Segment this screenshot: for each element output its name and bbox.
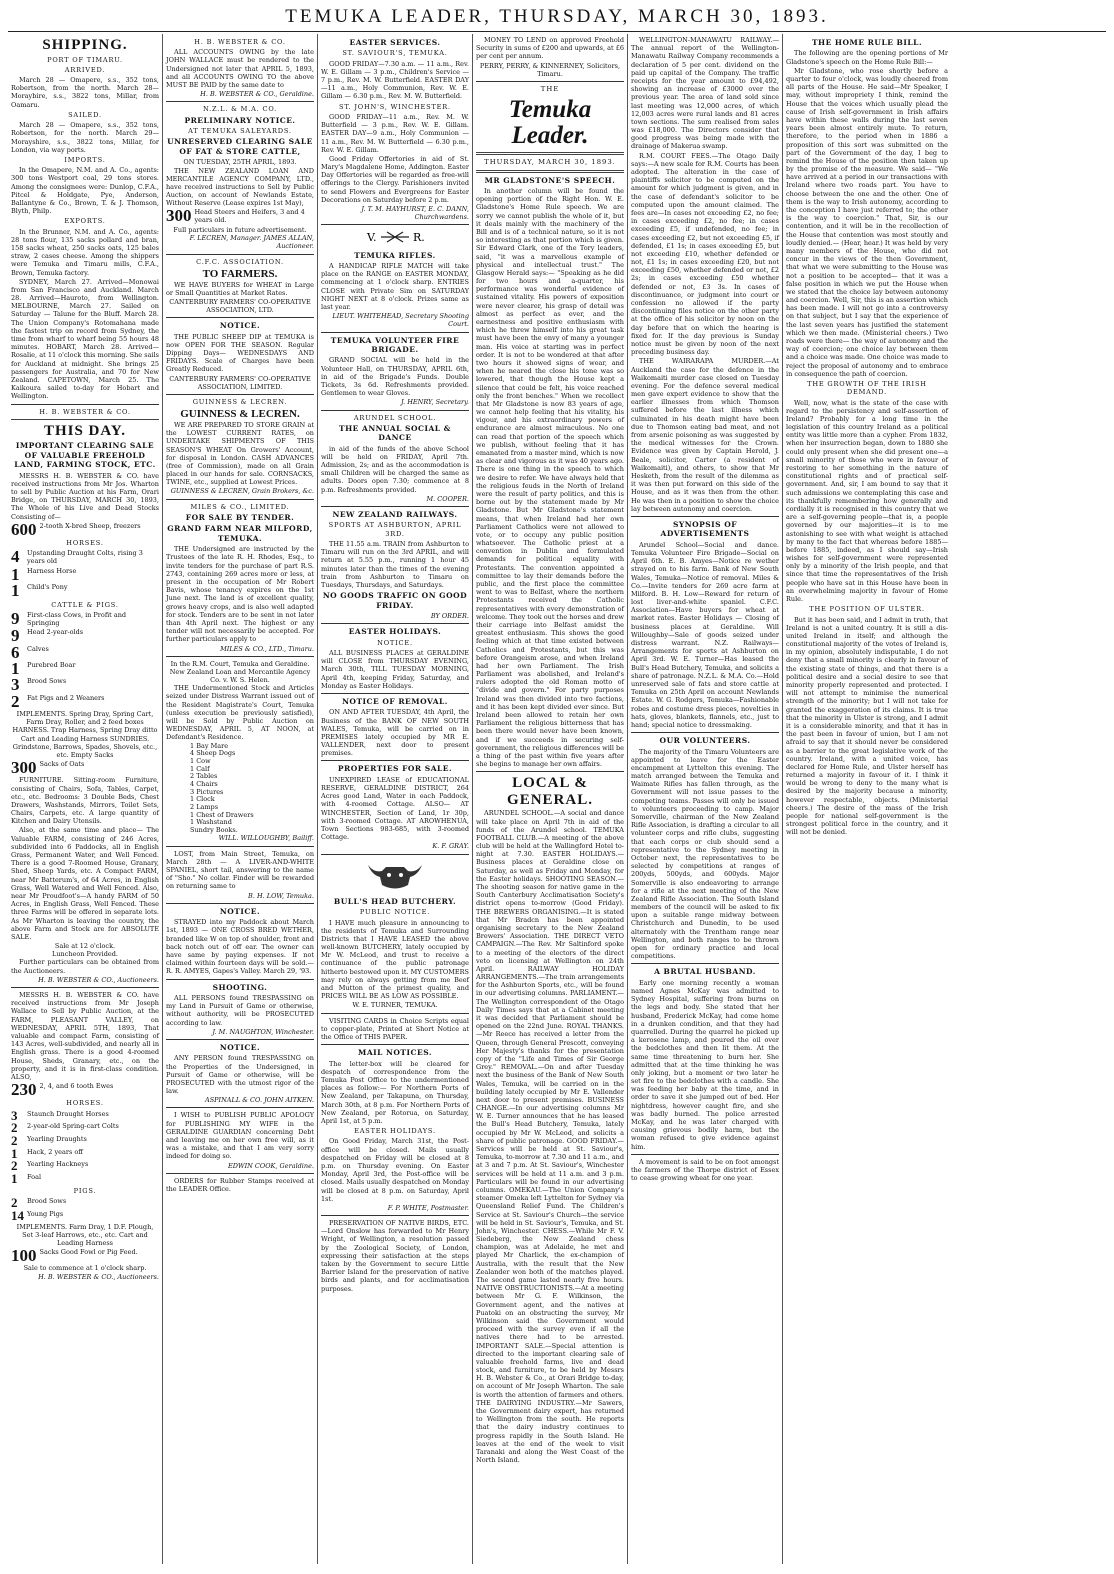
lot-number: 1 <box>11 1171 18 1187</box>
shipping-news: SYDNEY, March 27. Arrived—Monowai from San Francisco and Auckland. March 28. Arrived—Hauroto, from Wellington. MELBOURNE, March 27. Sailed on Saturday — Talune for the Bluff. March 28. The Union Company's Rotomahana made the fastest trip on record from Sydney, the time from wharf to wharf being 55 hours 48 minutes. HOBART, March 28. Arrived—Rosalie, at 11 o'clock this morning. She sails for Auckland at midnight. She brings 25 passengers for Australia, and 70 for New Zealand. CAPETOWN, March 25. The Kaikoura sailed to-day for Hobart and Wellington. <box>11 278 159 405</box>
volunteers-article: The majority of the Timaru Volunteers are appointed to leave for the Easter encampment at Lyttelton this evening. The match arranged between the Temuka and Waimate Rifles has fallen through, as the Government will not issue passes to the competing teams. Passes will only be issued to volunteers proceeding to camp. Major Somerville, chairman of the New Zealand Rifle Association, is drafting a circular to all volunteer corps and rifle clubs, suggesting that each corps or club should send a representative to the Sydney meeting in October next, the representatives to be selected by competitions at ranges of 200yds, 500yds, and 600yds. Major Somerville is also endeavoring to arrange for a rifle at the next meeting of the New Zealand Rifle Association. The South Island members of the council will be asked to fix upon a suitable range midway between Christchurch and Dunedin, to be used alternately with the Trentham range near Wellington, and both ranges to be thrown open for ordinary practice and local competitions. <box>631 748 779 965</box>
clearing-sale-heading: UNRESERVED CLEARING SALE OF FAT & STORE CATTLE, <box>167 137 313 156</box>
lot-item <box>11 1160 159 1172</box>
lot-item <box>11 691 159 711</box>
school-notice: in aid of the funds of the above School will be held on FRIDAY, April 7th. Admission, 2s; and as the accommodation is small Children will be charged the same as adults. Doors open 7.30; commence at 8 p.m. Refreshments provided. <box>321 444 469 494</box>
cfa-heading: C.F.C. ASSOCIATION. <box>196 257 284 266</box>
masthead: TEMUKA LEADER, THURSDAY, MARCH 30, 1893. <box>285 6 829 27</box>
fire-brigade-notice: GRAND SOCIAL will be held in the Volunteer Hall, on THURSDAY, APRIL 6th, in aid of the Brigade's Funds. Double Tickets, 3s 6d. Refreshments provided. Gentlemen to wear Gloves. <box>321 356 469 398</box>
grand-farm-heading: GRAND FARM NEAR MILFORD, TEMUKA. <box>167 524 313 543</box>
removal-notice: ON AND AFTER TUESDAY, 4th April, the Business of the BANK OF NEW SOUTH WALES, Temuka, will be carried on in PREMISES lately occupied by MR E. VALLENDER, next door to present premises. <box>321 708 469 761</box>
divider <box>476 152 624 155</box>
railways-signature: BY ORDER. <box>321 612 469 624</box>
column-4 <box>473 34 628 1564</box>
sale-close: Sale to commence at 1 o'clock sharp. <box>23 1264 147 1273</box>
lot-number: 14 <box>11 1207 24 1223</box>
court-heading: In the R.M. Court, Temuka and Geraldine. New Zealand Loan and Mercantile Agency Co. v. W. S. Helen. <box>169 659 311 685</box>
trespass-signature: ASPINALL & CO. JOHN AITKEN. <box>166 1096 314 1108</box>
court-body: THE Undermentioned Stock and Articles seized under Distress Warrant issued out of the Resident Magistrate's Court, Temuka (unless execution be previously satisfied), will be Sold by Public Auction on WEDNESDAY, APRIL 5, AT NOON, at Defendant's Residence. <box>166 684 314 742</box>
list-item: 1 Bay Mare <box>190 741 229 750</box>
lot-desc: Upstanding Draught Colts, rising 3 years old <box>27 549 143 566</box>
notice-heading: NOTICE. <box>219 906 261 916</box>
column-1 <box>8 34 163 1564</box>
furniture-text: FURNITURE. Sitting-room Furniture, consisting of Chairs, Sofa, Tables, Carpet, etc., etc. Bedrooms: 3 Double Beds, Chest Drawers, Washstands, Mirrors, Toilet Sets, Chairs, Carpets, etc. A large quantity of Kitchen and Dairy Utensils. <box>11 776 159 826</box>
lot-item <box>11 1107 159 1123</box>
lot-number: 600 <box>11 519 37 539</box>
lot-number: 100 <box>11 1246 37 1266</box>
notice-heading: NOTICE. <box>219 1042 261 1052</box>
lot-item <box>11 549 159 566</box>
accounts-notice: ALL ACCOUNTS OWING by the late JOHN WALLACE must be rendered to the Undersigned not later that APRIL 5, 1893, and all ACCOUNTS OWING TO the above MUST BE PAID by the same date to <box>166 48 314 90</box>
lot-number: 9 <box>11 608 20 628</box>
mail-heading: MAIL NOTICES. <box>358 1048 432 1058</box>
saleyards-subheading: AT TEMUKA SALEYARDS. <box>188 127 292 136</box>
list-item: 3 Pictures <box>190 787 224 796</box>
lot-item <box>166 208 314 225</box>
lot-number: 1 <box>11 564 20 584</box>
lot-item <box>11 626 159 646</box>
lot-desc: Sacks of Oats <box>39 760 85 769</box>
sheep-dip-notice: THE PUBLIC SHEEP DIP at TEMUKA is now OPEN FOR THE SEASON. Regular Dipping Days— WEDNESDAYS AND FRIDAYS. Scale of Charges have been Greatly Reduced. <box>166 332 314 374</box>
home-rule-intro: The following are the opening portions of Mr Gladstone's speech on the Home Rule Bill:— <box>786 49 948 66</box>
list-item: 4 Chairs <box>190 779 218 788</box>
growth-subheading: THE GROWTH OF THE IRISH DEMAND. <box>807 379 927 397</box>
particulars-text: Further particulars can be obtained from the Auctioneers. <box>11 958 159 975</box>
lot-desc: Calves <box>27 644 49 653</box>
mail-notice: The letter-box will be cleared for despatch of correspondence from the Temuka Post Office to the undermentioned places as follow:— For Northern Ports of New Zealand, per Takapuna, on Thursday, March 30th, at 8 p.m. For Northern Ports of New Zealand, per Rotorua, on Saturday, April 1st, at 5 p.m. <box>321 1059 469 1125</box>
school-signature: M. COOPER. <box>321 495 469 507</box>
st-johns-services: GOOD FRIDAY—11 a.m., Rev. M. W. Butterfield — 3 p.m., Rev. W. E. Gillam. EASTER DAY—9 a.m., Holy Communion — 11 a.m., Rev. M. W. Butterfield — 6.30 p.m., Rev. W. E. Gillam. <box>321 112 469 154</box>
guinness-heading: GUINNESS & LECREN. <box>192 398 288 407</box>
column-2 <box>163 34 318 1564</box>
nzl-heading: N.Z.L. & M.A. CO. <box>202 105 278 114</box>
shooting-heading: SHOOTING. <box>212 982 268 992</box>
lot-number: 2 <box>11 1158 18 1174</box>
synopsis-heading: SYNOPSIS OF ADVERTISEMENTS <box>660 519 750 539</box>
lot-desc: Yearling Draughts <box>27 1135 87 1144</box>
lot-number: 3 <box>11 1107 18 1123</box>
lot-item <box>11 1080 159 1100</box>
farmers-signature: CANTERBURY FARMERS' CO-OPERATIVE ASSOCIATION, LTD. <box>166 298 314 318</box>
lot-desc: Fat Pigs and 2 Weaners <box>27 693 105 702</box>
volunteers-heading: OUR VOLUNTEERS. <box>659 736 751 746</box>
school-heading: ARUNDEL SCHOOL. <box>353 413 437 422</box>
guinness-logo: GUINNESS & LECREN. <box>180 408 300 421</box>
lot-number: 1 <box>11 659 20 679</box>
oats-lot <box>11 758 159 778</box>
masthead-rule <box>8 31 1106 32</box>
list-item: 1 Cow <box>190 756 211 765</box>
strayed-notice: STRAYED into my Paddock about March 1st, 1893 — ONE CROSS BRED WETHER, branded like W on top of shoulder, front and back notch out of off ear. The owner can have same by paying expenses. If not claimed within fourteen days will be sold.—R. R. AMYES, Gapes's Valley. March 29, '93. <box>166 918 314 979</box>
lot-desc: 2-tooth X-bred Sheep, freezers <box>39 521 141 530</box>
sacks-lot <box>11 1246 159 1266</box>
lot-item <box>11 1173 159 1185</box>
lot-item <box>11 581 159 601</box>
lot-number: 3 <box>11 675 20 695</box>
lot-number: 2 <box>11 1120 18 1136</box>
farmers-body: WE HAVE BUYERS for WHEAT in Large or Small Quantities at Market Rates. <box>166 280 314 297</box>
sale-time: Sale at 12 o'clock. <box>54 942 116 951</box>
preliminary-body: THE NEW ZEALAND LOAN AND MERCANTILE AGENCY COMPANY, LTD., have received instructions to Sell by Public Auction, on account of Newlands Estate, Without Reserve (Lease expires 1st May), <box>166 166 314 208</box>
st-saviours-heading: ST. SAVIOUR'S, TEMUKA. <box>342 49 448 58</box>
brutal-husband-heading: A BRUTAL HUSBAND. <box>654 967 756 977</box>
column-5 <box>628 34 783 1564</box>
lot-desc: Yearling Hackneys <box>27 1160 89 1169</box>
tender-heading: FOR SALE BY TENDER. <box>185 512 295 522</box>
webster-firm-heading: H. B. WEBSTER & CO. <box>39 407 131 416</box>
lot-number: 4 <box>11 547 20 567</box>
gladstone-speech-heading: MR GLADSTONE'S SPEECH. <box>484 175 616 185</box>
sailed-heading: SAILED. <box>68 110 102 119</box>
preliminary-notice-heading: PRELIMINARY NOTICE. <box>184 115 296 125</box>
ulster-article: But it has been said, and I admit in truth, that Ireland is not a united country. It is still a dis-united Ireland in itself; and although the constitutional majority of the votes of Ireland is, in my opinion, absolutely indisputable, I do not deny that a small minority is clearly in favour of the existing state of things, and that there is a political desire and a social desire to see that minority properly represented and protected. I will not attempt to minimise the numerical strength of the minority; but I will not take for granted the exaggeration of its claims. It is true that the minority in Ulster is strong, and I admit it is a considerable minority, and that it has in the past been in favour of union, but I am not afraid to say that it should never be considered as a barrier to the great legislative work of the country. Ireland, with a united voice, has declared for Home Rule, and Ulster herself has returned a majority in favour of it. I think it would be wrong to deny to the many what is desired by the majority because a minority, however respectable, objects. (Ministerial cheers.) The desire of the mass of the Irish people for national self-government is the strongest political force in the country, and it will not be denied. <box>786 615 948 837</box>
lot-number: 9 <box>11 626 20 646</box>
accounts-signature: H. B. WEBSTER & CO., Geraldine. <box>166 90 314 102</box>
svg-text:V.: V. <box>367 231 377 245</box>
lot-desc: 2, 4, and 6 tooth Ewes <box>39 1082 114 1091</box>
imports-heading: IMPORTS. <box>64 155 106 164</box>
properties-notice: UNEXPIRED LEASE of EDUCATIONAL RESERVE, GERALDINE DISTRICT, 264 Acres good Land, Water in each Paddock, with 4-roomed Cottage. ALSO— AT WINCHESTER, Section of Land, 1r 30p, with 3-roomed Cottage. AT AROWHENUA, Town Sections 983-685, with 3-roomed Cottage. <box>321 775 469 842</box>
fire-brigade-heading: TEMUKA VOLUNTEER FIRE BRIGADE. <box>330 335 460 354</box>
court-items-list <box>166 743 314 835</box>
luncheon-text: Luncheon Provided. <box>52 950 118 959</box>
gladstone-speech-article: In another column will be found the opening portion of the Right Hon. W. E. Gladstone's Home Rule speech. We are sorry we cannot publish the whole of it, but it deals mainly with the machinery of the Bill and is of a technical nature, so it is not so interesting as that portion which is given. Sir Edward Clark, one of the Tory leaders, said, "it was a marvellous example of physical and intellectual trust." The Glasgow Herald says:— "Speaking as he did for two hours and a-quarter, his performance was wonderful evidence of sustained vitality. His powers of exposition were never clearer, his grasp of detail was almost as perfect as ever, and the earnestness and positive enthusiasm with which he threw himself into his great task must have been the envy of many a younger man. His voice at starting was in perfect order. It is not to be wondered at that after two hours it showed signs of wear, and when he neared the close his tone was so lowered, that though the House kept a silence that could be felt, his voice reached only the front benches." When we recollect that Mr Gladstone is now 83 years of age, we cannot help feeling that his vitality, his vigour, and his extraordinary powers of endurance are almost miraculous. No one can read that portion of the speech which we publish, without feeling that it has emanated from a master mind, which is now as clear and vigorous as it was 40 years ago. There is one thing in the speech to which we desire to refer. We have always held that the religious feuds in the North of Ireland were the result of party politics, and this is borne out by the statement made by Mr Gladstone. But Mr Gladstone's statement means, that when Ireland had her own Parliament Catholics were not allowed to vote, or to occupy any public position whatsoever. The Catholic priest at a convention in Dublin and formulated demands for political equality with Protestants. The convention appointed a committee to lay their demands before the public, and the first place the committee went to was to Belfast, where the northern Protestants received the Catholic representatives with every demonstration of welcome. They took out the horses and drew their carriage into Belfast amidst the greatest enthusiasm. This shows the good feeling which at that time existed between Catholics and Protestants, but this was before Orangeism arose, and when Ireland had her own Parliament. The Irish Parliament was abolished, and Ireland's rulers adopted the old Roman motto of "divide and govern." For party purposes Ireland was then divided into two factions, and it has been kept divided ever since. But Ireland been allowed to retain her own Parliament the religious bitterness that has been there would never have been known, and if we succeeds in securing self-government, the religious differences will be a thing of the past within five years after she begins to manage her own affairs. <box>476 187 624 772</box>
properties-signature: K. F. GRAY. <box>321 842 469 854</box>
list-item: 2 Lamps <box>190 802 219 811</box>
lot-heading: HORSES. <box>66 1099 104 1108</box>
lot-heading: CATTLE & PIGS. <box>51 600 119 609</box>
column-3 <box>318 34 473 1564</box>
local-general-heading: LOCAL & GENERAL. <box>507 775 593 808</box>
lot-number: 300 <box>11 758 37 778</box>
mail-easter-notice: On Good Friday, March 31st, the Post-office will be closed. Mails usually despatched on Friday will be closed at 8 p.m. on Thursday evening. On Easter Monday, April 3rd, the Post-office will be closed. Mails usually despatched on Monday will be closed at 8 p.m. on Saturday, April 1st. <box>321 1137 469 1203</box>
auctioneers-signature: H. B. WEBSTER & CO., Auctioneers. <box>11 976 159 988</box>
farmers-movement-text: A movement is said to be on foot amongst the farmers of the Thorpe district of Essex to cease growing wheat for one year. <box>631 1157 779 1183</box>
properties-heading: PROPERTIES FOR SALE. <box>337 764 453 774</box>
shipping-title: SHIPPING. <box>42 37 128 53</box>
lot-desc: Head 2-year-olds <box>27 628 84 637</box>
sale2-intro: MESSRS H. B. WEBSTER & CO. have received instructions from Mr Joseph Wallace to Sell by Public Auction, at the FARM, PLEASANT VALLEY, on WEDNESDAY, APRIL 5TH, 1893, That valuable and compact Farm, consisting of 143 Acres, well-subdivided, and nearly all in English grass. There is a good 4-roomed House, Sheds, Granary, etc., on the property, and it is in first-class condition. ALSO, <box>11 991 159 1081</box>
lot-heading: PIGS. <box>73 1186 97 1195</box>
lot-number: 2 <box>11 1195 18 1211</box>
murder-case-text: THE WAIRARAPA MURDER.—At Auckland the case for the defence in the Waikomaiti murder case closed on Tuesday evening. For the defence several medical men gave expert evidence to show that the earlier illnesses from which Thomson suffered before the last illness which culminated in his death might have been due to Thomson eating bad meat, and not from arsenic poisoning as was suggested by the medical witnesses for the Crown. Evidence was given by Captain Herold, J. Beale, solicitor, Carter (a resident of Waikomaiti), and others, to show that Mr Hesketh, from the result of the dilemma as it was then put forward on this side of the House, and as it was then from the other. He was then in a position to show the choice lay between autonomy and coercion. <box>631 357 779 517</box>
butchery-notice: I HAVE much pleasure in announcing to the residents of Temuka and Surrounding Districts that I HAVE LEASED the above well-known BUTCHERY, lately occupied by Mr W. McLeod, and trust to receive a continuance of the public patronage hitherto bestowed upon it. MY CUSTOMERS may rely on always getting from me Beef and Mutton of the primest quality, and PRICES WILL BE AS LOW AS POSSIBLE. <box>321 918 469 1001</box>
lot-item <box>11 642 159 662</box>
offertory-note: Good Friday Offertories in aid of St. Mary's Magdalene Home, Addington. Easter Day Offertories will be regarded as free-will offerings to the Clergy. Parishioners invited to send Flowers and Evergreens for Easter Decorations on Saturday before 2 p.m. <box>321 154 469 204</box>
farm-text: Also, at the same time and place— The Valuable FARM, consisting of 246 Acres, subdivided into 6 Paddocks, all in English Grass, Permanent Water, and Well Fenced. There is a good 7-Roomed House, Granary, Shed, Sheep Yards, etc. A Compact FARM, near Mr Batterum's, of 64 Acres, in English Grass, Well Watered and Well Fenced. Also, near Mr Proudfoot's—A handy FARM of 50 Acres, in English Grass, Well Fenced. These three Farms will be offered in separate lots. As Mr Wharton is leaving the country, the above Farm and Stock are for ABSOLUTE SALE. <box>11 826 159 941</box>
exports-heading: EXPORTS. <box>64 217 106 226</box>
lot-desc: Staunch Draught Horses <box>27 1109 109 1118</box>
no-goods-heading: NO GOODS TRAFFIC ON GOOD FRIDAY. <box>322 591 468 610</box>
lot-desc: First-class Cows, in Profit and Springing <box>27 610 127 627</box>
lot-number: 2 <box>11 691 20 711</box>
lot-desc: Brood Sows <box>27 677 67 686</box>
this-day-heading: THIS DAY. <box>43 422 127 439</box>
lots-list-2 <box>11 1082 159 1221</box>
divider <box>476 170 624 173</box>
lot-number: 6 <box>11 642 20 662</box>
list-item: Sundry Books. <box>190 825 238 834</box>
sale-date: ON TUESDAY, 25TH APRIL, 1893. <box>183 158 297 167</box>
court-signature: WILL. WILLOUGHBY, Bailiff. <box>166 834 314 846</box>
clearing-sale-heading: IMPORTANT CLEARING SALE OF VALUABLE FREEHOLD LAND, FARMING STOCK, ETC. <box>14 441 156 470</box>
webster-heading: H. B. WEBSTER & CO. <box>194 38 286 46</box>
lot-number: 1 <box>11 581 20 601</box>
sailed-text: March 28 — Omapere, s.s., 352 tons, Robertson, for the north. March 29—Morayshire, s.s., 3822 tons, Millar, for London, via way ports. <box>11 121 159 154</box>
lot-item <box>11 1122 159 1134</box>
tender-body: THE Undersigned are instructed by the Trustees of the late R. H. Rhodes, Esq., to invite tenders for the purchase of part R.S. 2743, containing 269 acres more or less, at present in the occupation of Mr Robert Bavis, whose tenancy expires on the 1st June next. The land is of excellent quality, grows heavy crops, and is also well adapted for stock. Tenders are to be sent in not later than 4th April next. The highest or any tender will not necessarily be accepted. For further particulars apply to <box>166 545 314 644</box>
easter-holidays-heading: EASTER HOLIDAYS. <box>348 627 442 637</box>
lot-desc: Head Steers and Heifers, 3 and 4 years old. <box>194 208 305 225</box>
lost-dog-notice: LOST, from Main Street, Temuka, on March 28th — A LIVER-AND-WHITE SPANIEL, short tail, answering to the name of "Sho." No collar. Finder will be rewarded on returning same to <box>166 849 314 891</box>
miles-heading: MILES & CO., LIMITED. <box>190 502 290 511</box>
lot-number: 2 <box>11 1133 18 1149</box>
list-item: 1 Chest of Drawers <box>190 810 254 819</box>
rubber-stamps-notice: ORDERS for Rubber Stamps received at the LEADER Office. <box>166 1176 314 1193</box>
public-notice-subheading: PUBLIC NOTICE. <box>359 908 431 917</box>
lot-item <box>11 1207 159 1223</box>
temuka-leader-logo: Temuka Leader. <box>508 95 592 149</box>
svg-text:R.: R. <box>413 231 425 245</box>
removal-heading: NOTICE OF REMOVAL. <box>342 696 448 706</box>
divider <box>11 419 159 420</box>
list-item: 1 Calf <box>190 764 210 773</box>
lot-number: 1 <box>11 1145 18 1161</box>
implements2-text: IMPLEMENTS. Farm Dray, 1 D.F. Plough, Set 3-leaf Harrows, etc., etc. Cart and Leading Harness <box>16 1222 154 1247</box>
the-label: THE <box>540 84 560 93</box>
arrived-heading: ARRIVED. <box>64 65 106 74</box>
lot-heading: HORSES. <box>66 539 104 548</box>
list-item: 4 Sheep Dogs <box>190 749 236 758</box>
exports-text: In the Brunner, N.M. and A. Co., agents: 28 tons flour, 135 sacks pollard and bran, 158 sacks wheat, 250 sacks oats, 125 bales straw, 2 cases cheese. Among the shippers were Temuka and Timaru mills, C.F.A., Brown, Temuka factory. <box>11 227 159 277</box>
churchwardens-signature: J. T. M. HAYHURST, E. C. DANN, Churchwardens. <box>321 205 469 225</box>
crest-icon <box>321 228 469 248</box>
rifles-heading: TEMUKA RIFLES. <box>354 250 436 260</box>
lot-desc: Harness Horse <box>27 566 77 575</box>
native-birds-text: PRESERVATION OF NATIVE BIRDS, ETC. —Lord Onslow has forwarded to Mr Henry Wright, of Wellington, a resolution passed by the Zoological Society, of London, expressing their satisfaction at the steps taken by the Government to secure Little Barrier Island for the preservation of native birds and plants, and for acclimatisation purposes. <box>321 1219 469 1293</box>
lot-item <box>11 1135 159 1147</box>
lot-desc: Brood Sows <box>27 1197 67 1206</box>
home-rule-article: Mr Gladstone, who rose shortly before a quarter to four o'clock, was loudly cheered from all parts of the House. He said—Mr Speaker, I may, without impropriety I think, remind the House that the voices which usually plead the cause of Irish self-government in Irish affairs have within these walls during the last seven years been almost entirely mute. To return, therefore, to the period when in 1886 a proposition of this sort was submitted on the part of the Government of the day, I beg to remind the House of the position then taken up by the promise of the measure. We said— "We have arrived at a period in our transactions with Ireland where two roads part. You have to choose between the one and the other. One of them is the way to Irish autonomy, according to the conception I have just referred to; the other is the way to coercion." That, Sir, is our contention, and it will be in the recollection of the House that contention was most stoutly and loudly denied.— (Hear, hear.) It was held by very many members of the House, who did not concur in the views of the then Government, that what we were submitting to the House was not a position to be accepted— that it was a false position in which we put the House when we stated that the choice lay between autonomy and coercion. Well, Sir, this is an assertion which has been made. I will not go into a controversy on that subject, but I say that the experience of the last seven years has justified the statement which we then made. (Ministerial cheers.) Two roads were there— the way of autonomy and the way of coercion; one choice lay between them and a choice was made. One choice was made to reject the proposal of autonomy and to embrace in consequence the path of coercion. <box>786 66 948 378</box>
lot-number: 230 <box>11 1080 37 1100</box>
lot-desc: Purebred Boar <box>27 661 76 670</box>
money-notice: MONEY TO LEND on approved Freehold Security in sums of £200 and upwards, at £6 per cent per annum. <box>476 36 624 61</box>
arrived-text: March 28 — Omapere, s.s., 352 tons, Robertson, from the north. March 28—Moraybire, s.s., 3822 tons, Millar, from Oamaru. <box>11 76 159 109</box>
lost-dog-signature: B. H. LOW, Temuka. <box>166 892 314 904</box>
lot-item <box>11 675 159 695</box>
brutal-husband-article: Early one morning recently a woman named Agnes McKay was admitted to Sydney Hospital, suffering from burns on the legs and body. She stated that her husband, Frederick McKay, had come home in a drunken condition, and that they had quarrelled. During the quarrel he picked up a kerosene lamp, and poured the oil over the bedclothes and then lit them. At the same time threatening to burn her. She admitted that at the time thinking he was only joking, but a moment or two later he set fire to the bedclothes with a candle. She was feeding her baby at the time, and in order to save it she jumped out of bed. Her nightdress, however caught fire, and she was badly burned. The police arrested McKay, and he was later charged with causing grievous bodily harm, but the woman refused to give evidence against him. <box>631 979 779 1155</box>
easter-services-heading: EASTER SERVICES. <box>349 38 441 47</box>
local-general-article: ARUNDEL SCHOOL.—A social and dance will take place on April 7th in aid of the funds of the Arundel school. TEMUKA FOOTBALL CLUB.—A meeting of the above club will be held at the Wallingford Hotel to-night at 7.30. EASTER HOLIDAYS.—Business places at Geraldine close on Saturday, as well as Friday and Monday, for the Easter holidays. SHOOTING SEASON.—The shooting season for native game in the South Canterbury Acclimatisation Society's district opens to-morrow (Good Friday). THE BREWERS ORGANISING.—It is stated that Mr Bradcn has been appointed organising secretary to the New Zealand Brewers' Association. THE DIRECT VETO CAMPAIGN.—The Rev. Mr Saltinford spoke to a meeting of the electors of the direct veto on licensing at Wellington on 24th April. RAILWAY HOLIDAY ARRANGEMENTS.—The train arrangements for the Ashburton Sports, etc., will be found in our advertising columns. PARLIAMENT.—The Wellington correspondent of the Otago Daily Times says that at a Cabinet meeting it was decided that Parliament should be opened on the 22nd June. ROYAL THANKS.—Mr Reece has received a letter from the Queen, through General Prescott, conveying Her Majesty's thanks for the presentation copy of the "Life and Times of Sir George Grey." REMOVAL.—On and after Tuesday next the business of the Bank of New South Wales, Temuka, will be carried on in the building lately occupied by Mr E. Vallender next door to present premises. BUSINESS CHANGE.—In our advertising columns Mr W. E. Turner announces that he has leased the Bull's Head Butchery, Temuka, lately occupied by Mr W. McLeod, and solicits a share of public patronage. GOOD FRIDAY.—Services will be held at St. Saviour's, Temuka, to-morrow at 7.30 and 11 a.m., and at 3 and 7 p.m. At St. Saviour's, Winchester services will be held at 11 a.m. and 3 p.m. Particulars will be found in our advertising columns. OMEKAU.—The Union Company's steamer Omeka left Lyttelton for Sydney via Queensland Relief Fund. The Children's Service at St. Saviour's Church—the service will be held in St. Saviour's, Temuka, and St. John's, Winchester. CHESS.—While Mr F. V. Siedeberg, the New Zealand chess champion, was at Adelaide, he met and played Mr Charlick, the ex-champion of Australia, with the result that the New Zealander won both of the matches played. The second game lasted nearly five hours. NATIVE OBSTRUCTIONISTS.—At a meeting between Mr G. F. Wilkinson, the Government agent, and the natives at Puatoki on an obstructing the survey, Mr Wilkinson said the Government would proceed with the survey even if all the natives there had to be arrested. IMPORTANT SALE.—Special attention is directed to the important clearing sale of valuable freehold farms, live and dead stock, and furniture, to be held by Messrs H. B. Webster & Co., at Orari Bridge to-day, on account of Mr Joseph Wharton. The sale is worth the attention of farmers and others. THE DAIRYING INDUSTRY.—Mr Sawers, the Government dairy expert, has returned to Wellington from the south. He reports that the dairy industry continues to progress rapidly in the South Island. He leaves at the end of the week to visit Taranaki and along the West Coast of the North Island. <box>476 809 624 1465</box>
mail-easter-heading: EASTER HOLIDAYS. <box>354 1127 436 1136</box>
railways-notice: THE 11.55 a.m. TRAIN from Ashburton to Timaru will run on the 3rd APRIL, and will return at 5.55 p.m., running 1 hour 45 minutes later than the times of the evening train from Ashburton to Timaru on Tuesdays, Thursdays, and Saturdays. <box>321 540 469 589</box>
guinness-body: WE ARE PREPARED TO STORE GRAIN at the LOWEST CURRENT RATES, on UNDERTAKE SHIPMENTS OF THIS SEASON'S WHEAT On Growers' Account, for disposal in London. CASH ADVANCES (free of Commission), made on all Grain placed in our hands for sale. CORNSACKS, TWINE, etc., supplied at Lowest Prices. <box>166 420 314 487</box>
lots-list-1 <box>11 519 159 711</box>
court-fees-text: R.M. COURT FEES.—The Otago Daily says:—A new scale for R.M. Courts has been adopted. The alteration in the case of plaintiffs solicitor to be computed on the amount for which judgment is given, and in the case of defendant's solicitor to be computed upon the amount claimed. The fees are—In cases not exceeding £2, no fee; in cases exceeding £2, no fee; in cases exceeding £5, if undefended, no fee; in cases exceeding £2, but not exceeding £5, if defended, £1 1s; in cases exceeding £5, but not exceeding £10, whether defended or not, £1 1s; in cases exceeding £20, but not exceeding £50, whether defended or not, £2 2s; in cases exceeding £50 whether defended or not, £3 3s. In cases of discontinuance, or judgment into court or confession no allowed if the party discontinuing files notice on the other party at the office of his solicitor by noon on the day before that on which the hearing is fixed for. If the day previous is Sunday notice must be given by noon of the next preceding business day. <box>631 151 779 357</box>
lot-item <box>11 1197 159 1209</box>
shooting-signature: J. M. NAUGHTON, Winchester. <box>166 1028 314 1040</box>
page-columns <box>8 34 1106 1564</box>
st-saviours-services: GOOD FRIDAY—7.30 a.m. — 11 a.m., Rev. W. E. Gillam — 3 p.m., Children's Service — 7 p.m., Rev. M. W. Butterfield. EASTER DAY—11 a.m., Holy Communion, Rev. W. E. Gillam — 6.30 p.m., Rev. M. W. Butterfield. <box>321 59 469 101</box>
lot-desc: 2-year-old Spring-cart Colts <box>27 1122 119 1131</box>
st-johns-heading: ST. JOHN'S, WINCHESTER. <box>339 102 451 111</box>
lot-number: 300 <box>166 206 192 226</box>
bull-head-icon <box>321 859 469 895</box>
apology-notice: I WISH to PUBLISH PUBLIC APOLOGY for PUBLISHING MY WIFE in the GERALDINE GUARDIAN concerning Debt and leaving me on her own free will, as it was a mistake, and that I am very sorry indeed for doing so. <box>166 1111 314 1161</box>
shooting-notice: ALL PERSONS found TRESPASSING on my Land in Pursuit of Game or otherwise, without authority, will be PROSECUTED according to law. <box>166 993 314 1027</box>
list-item: 2 Tables <box>190 772 218 781</box>
money-signature: PERRY, PERRY, & KINNERNEY, Solicitors, Timaru. <box>476 62 624 82</box>
lot-desc: Sacks Good Fowl or Pig Feed. <box>39 1248 138 1257</box>
ulster-subheading: THE POSITION OF ULSTER. <box>809 605 925 614</box>
rifles-notice: A HANDICAP RIFLE MATCH will take place on the RANGE on EASTER MONDAY, commencing at 1 o'clock sharp. ENTRIES CLOSE with Private Sim on SATURDAY NIGHT NEXT at 8 o'clock. Prizes same as last year. <box>321 262 469 311</box>
guinness-signature: GUINNESS & LECREN, Grain Brokers, &c. <box>166 487 314 499</box>
lot-item <box>11 659 159 679</box>
lot-desc: Child's Pony <box>27 583 68 592</box>
list-item: 1 Washstand <box>190 818 232 827</box>
lot-desc: Foal <box>27 1173 42 1182</box>
railways-heading: NEW ZEALAND RAILWAYS. <box>332 510 458 520</box>
butchery-signature: W. E. TURNER, TEMUKA. <box>321 1001 469 1013</box>
list-item: 1 Clock <box>190 795 215 804</box>
lot-item <box>11 564 159 584</box>
lot-desc: Young Pigs <box>27 1209 64 1218</box>
port-heading: PORT OF TIMARU. <box>47 55 123 64</box>
butchery-heading: BULL'S HEAD BUTCHERY. <box>333 896 457 906</box>
rifles-signature: LIEUT. WHITEHEAD, Secretary Shooting Court. <box>321 312 469 332</box>
to-farmers-heading: TO FARMERS. <box>202 267 278 280</box>
lot-item <box>11 608 159 628</box>
holidays-notice: ALL BUSINESS PLACES at GERALDINE will CLOSE from THURSDAY EVENING, March 30th, TILL TUESDAY MORNING, April 4th, keeping Friday, Saturday, and Monday as Easter Holidays. <box>321 649 469 694</box>
apology-signature: EDWIN COOK, Geraldine. <box>166 1162 314 1174</box>
clearing-sale-intro: MESSRS H. B. WEBSTER & CO. have received instructions from Mr Jos. Wharton to sell by Public Auction at his Farm, Orari Bridge, on THURSDAY, MARCH 30, 1893, The Whole of his Live and Dead Stocks Consisting of— <box>11 471 159 521</box>
lot-desc: Hack, 2 years off <box>27 1147 83 1156</box>
tender-signature: MILES & CO., LTD., Timaru. <box>166 645 314 657</box>
dateline: THURSDAY, MARCH 30, 1893. <box>484 158 616 166</box>
railway-report-text: WELLINGTON-MANAWATU RAILWAY.—The annual report of the Wellington-Manawatu Railway Company recommends a declaration of 5 per cent. dividend on the paid up capital of the Company. The traffic receipts for the year amount to £94,492, showing an increase of £3000 over the previous year. The area of land sold since last meeting was 12,000 acres, of which 12,003 acres were rural lands and 81 acres town sections. The sum realised from sales was £18,000. The Directors consider that good progress was being made with the drainage of Makerua swamp. <box>631 36 779 151</box>
social-dance-heading: THE ANNUAL SOCIAL & DANCE <box>339 423 451 443</box>
imports-text: In the Omapere, N.M. and A. Co., agents: 300 tons Westport coal, 29 tons stores. Among the consignees were: Dunlop, C.F.A., Pitcel & Holdgate, Pye, Anderson, Ballantyne & Co., Brown, T. & J. Thomson, Blyth, Philp. <box>11 166 159 216</box>
postmaster-signature: F. P. WHITE, Postmaster. <box>321 1204 469 1216</box>
sheep-dip-signature: CANTERBURY FARMERS' CO-OPERATIVE ASSOCIATION, LIMITED. <box>166 375 314 395</box>
column-6 <box>783 34 951 1564</box>
preliminary-tail: Full particulars in future advertisement. <box>173 226 307 235</box>
trespass-notice: ANY PERSON found TRESPASSING on the Properties of the Undersigned, in Pursuit of Game or otherwise, will be PROSECUTED with the utmost rigor of the law. <box>166 1054 314 1096</box>
notice-subheading: NOTICE. <box>377 638 413 647</box>
synopsis-text: Arundel School—Social and dance. Temuka Volunteer Fire Brigade—Social on April 6th. E. B. Amyes—Notice re wether strayed on to his farm. Bank of New South Wales, Temuka—Notice of removal. Miles & Co.—Invite tenders for 269 acre farm at Milford. B. H. Low—Reward for return of lost liver-and-white spaniel. C.F.C. Association—Have buyers for wheat at market rates. Easter Holidays — Closing of business places at Geraldine. Will Willoughby—Sale of goods seized under distress warrant. N.Z. Railways—Arrangements for sports at Ashburton on April 3rd. W. E. Turner—Has leased the Bull's Head Butchery, Temuka, and solicits a share of patronage. N.Z.L. & M.A. Co.—Hold unreserved sale of fats and store cattle at Temuka on 25th April on account Newlands Estate. W. G. Rodgers, Temuka—Fashionable robes and costume dress pieces, novelties in hats, gloves, blankets, flannels, etc., just to hand; special notice to dressmaking. <box>631 541 779 733</box>
close-signature: H. B. WEBSTER & CO., Auctioneers. <box>38 1272 159 1281</box>
visiting-cards-notice: VISITING CARDS in Choice Scripts equal to copper-plate, Printed at Short Notice at the Office of THIS PAPER. <box>321 1017 469 1046</box>
implements-text: IMPLEMENTS. Spring Dray, Spring Cart, Farm Dray, Roller, and 2 feed boxes HARNESS. Trap Harness, Spring Dray ditto Cart and Leading Harness SUNDRIES. Grindstone, Barrows, Spades, Shovels, etc., etc. Empty Sacks <box>12 709 158 759</box>
lot-item <box>11 1145 159 1161</box>
growth-article: Well, now, what is the state of the case with regard to the persistency and self-assertion of Ireland? Probably for a long time in the legislation of this country Ireland as a political entity was little more than a cypher. From 1832, when her insurrection began, down to 1880 she could only present when she did present one—a small minority of those who were in favour of restoring to her something in the nature of constitutional rights and of practical self-government. And, sir, I am bound to say that it such admissions we contemplating this case and its thankfully remembering how generally and cordially it is recognised in this country that we are a self-governing people—that is, a people governed by our majorities—it is to me astonishing to see with what weight is attached by many to the fact that whereas before 1885—before 1885, indeed, as I should say—Irish wishes for self-government were represented only by a minority of the Irish people, and that since that time the representatives of the Irish people who have sat in this House have been in an overwhelming majority in favour of Home Rule. <box>786 398 948 604</box>
sports-subheading: SPORTS AT ASHBURTON, APRIL 3RD. <box>328 521 462 538</box>
fire-brigade-signature: J. HENRY, Secretary. <box>321 398 469 410</box>
preliminary-signature: F. LECREN, Manager. JAMES ALLAN, Auctioneer. <box>166 234 314 254</box>
home-rule-heading: THE HOME RULE BILL. <box>811 38 923 47</box>
notice-heading: NOTICE. <box>219 321 261 331</box>
lot-item <box>11 519 159 539</box>
